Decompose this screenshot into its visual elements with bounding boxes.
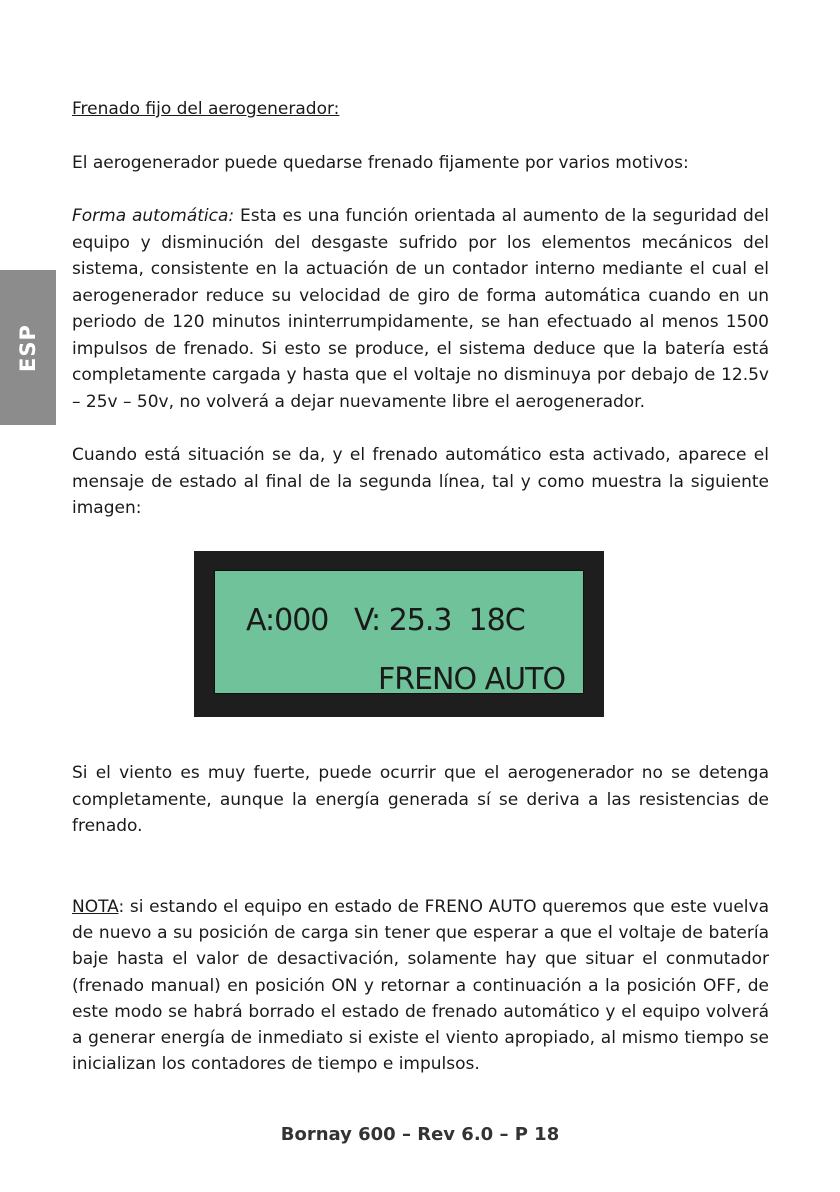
- language-side-tab: [0, 270, 56, 425]
- status-paragraph: Cuando está situación se da, y el frenado automático esta activado, aparece el mensaje de estado al final de la segunda línea, tal y como muestra la siguiente imagen:: [72, 445, 769, 518]
- automatic-mode-paragraph: [72, 203, 769, 415]
- language-tab-label: ESP: [16, 323, 40, 372]
- automatic-mode-lead: Forma automática:: [72, 206, 235, 226]
- lcd-line-2: FRENO AUTO: [378, 662, 566, 697]
- section-title: Frenado fijo del aerogenerador:: [72, 99, 340, 119]
- main-content: [72, 96, 769, 522]
- automatic-mode-text: Esta es una función orientada al aumento de la seguridad del equipo y disminución del desgaste sufrido por los elementos mecánicos del sistema, consistente en la actuación de un contador interno mediante el cual el aerogenerador reduce su velocidad de giro de forma automática cuando en un periodo de 120 minutos ininterrumpidamente, se han efectuado al menos 1500 impulsos de frenado. Si esto se produce, el sistema deduce que la batería está completamente cargada y hasta que el voltaje no disminuya por debajo de 12.5v – 25v – 50v, no volverá a dejar nuevamente libre el aerogenerador.: [72, 206, 769, 412]
- note-text: : si estando el equipo en estado de FRENO AUTO queremos que este vuelva de nuevo a su posición de carga sin tener que esperar a que el voltaje de batería baje hasta el valor de desactivación, solamente hay que situar el conmutador (frenado manual) en posición ON y retornar a continuación a la posición OFF, de este modo se habrá borrado el estado de frenado automático y el equipo volverá a generar energía de inmediato si existe el viento apropiado, al mismo tiempo se inicializan los contadores de tiempo e impulsos.: [72, 897, 769, 1075]
- page-footer: Bornay 600 – Rev 6.0 – P 18: [280, 1124, 560, 1145]
- intro-paragraph: El aerogenerador puede quedarse frenado fijamente por varios motivos:: [72, 152, 689, 173]
- note-paragraph: [72, 894, 769, 1077]
- lcd-display-frame: [194, 551, 604, 717]
- lcd-line-1: A:000 V: 25.3 18C: [246, 603, 525, 638]
- strong-wind-paragraph: Si el viento es muy fuerte, puede ocurrir que el aerogenerador no se detenga completamente, aunque la energía generada sí se deriva a las resistencias de frenado.: [72, 763, 769, 836]
- note-label: NOTA: [72, 897, 119, 917]
- lcd-screen: [214, 570, 584, 697]
